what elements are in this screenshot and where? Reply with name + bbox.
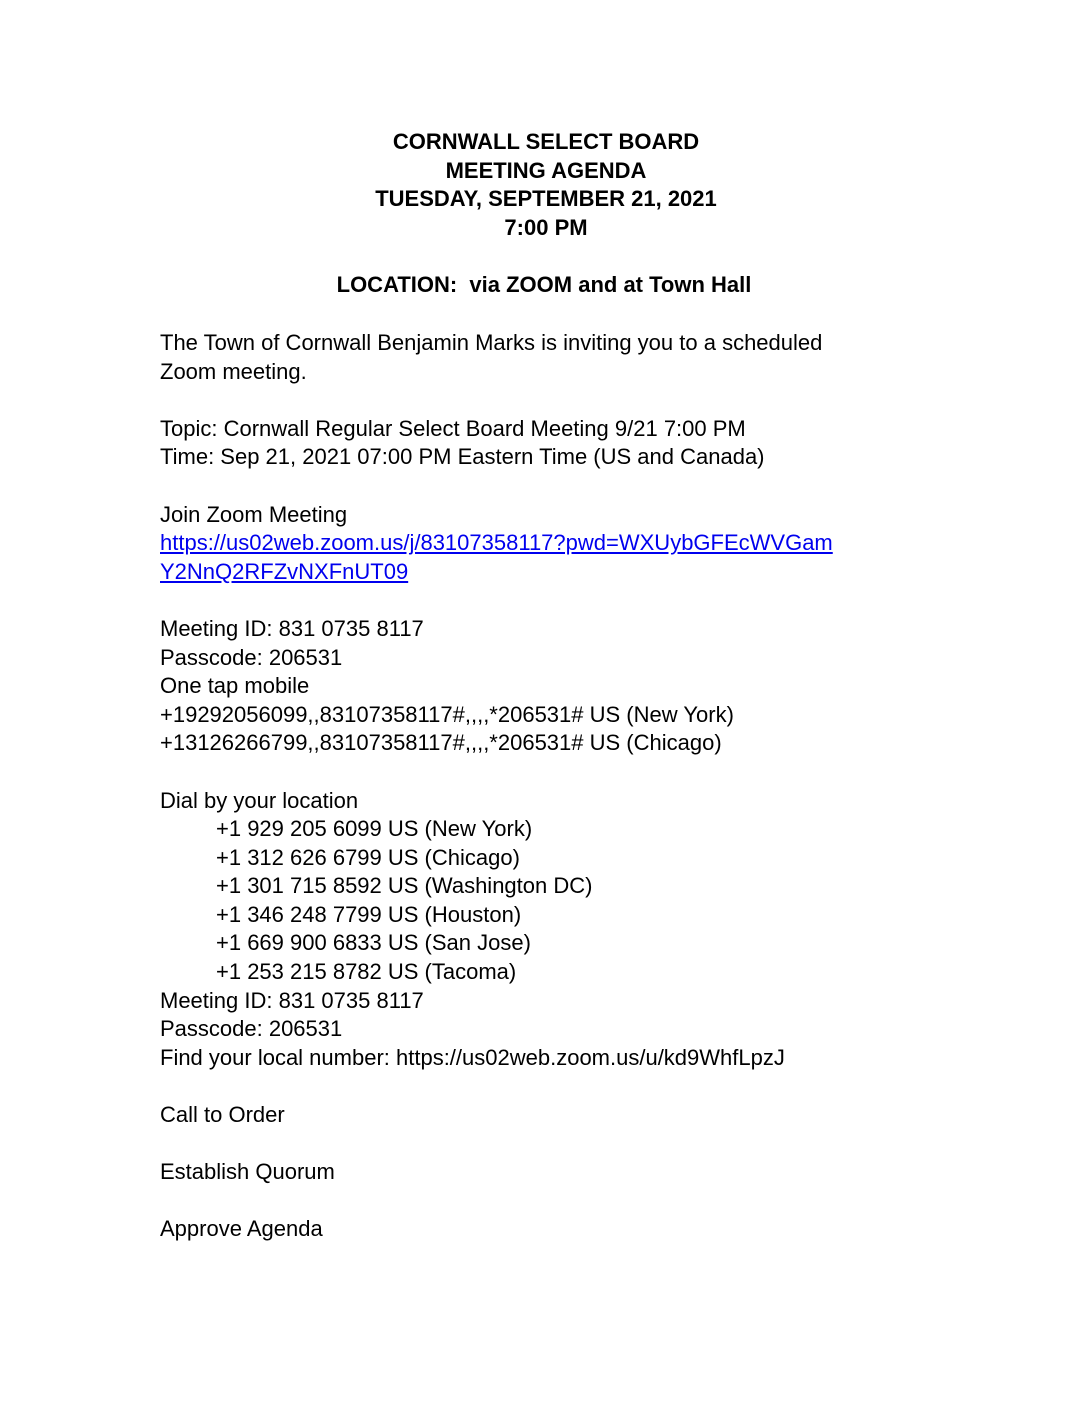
one-tap-label: One tap mobile — [160, 673, 310, 699]
find-local-number: Find your local number: https://us02web.zoom.us/u/kd9WhfLpzJ — [160, 1044, 785, 1070]
one-tap-number: +19292056099,,83107358117#,,,,*206531# US (New York) — [160, 701, 734, 727]
invite-line-1: The Town of Cornwall Benjamin Marks is inviting you to a scheduled — [160, 330, 823, 355]
one-tap-number: +13126266799,,83107358117#,,,,*206531# US (Chicago) — [160, 730, 722, 756]
agenda-item-approve-agenda: Approve Agenda — [160, 1216, 323, 1242]
header-board-name: CORNWALL SELECT BOARD — [392, 129, 700, 154]
zoom-join-link-continued[interactable] — [160, 558, 940, 587]
header-time: 7:00 PM — [504, 214, 588, 240]
dial-passcode: Passcode: 206531 — [160, 1016, 343, 1042]
dial-number: +1 301 715 8592 US (Washington DC) — [216, 873, 593, 899]
invite-paragraph — [160, 329, 940, 386]
header-date: TUESDAY, SEPTEMBER 21, 2021 — [375, 186, 717, 211]
dial-number: +1 312 626 6799 US (Chicago) — [216, 844, 520, 870]
agenda-header — [0, 128, 1088, 242]
agenda-item-establish-quorum: Establish Quorum — [160, 1159, 335, 1185]
dial-label: Dial by your location — [160, 787, 359, 813]
topic-paragraph — [160, 415, 940, 472]
dial-number: +1 346 248 7799 US (Houston) — [216, 901, 522, 927]
agenda-item — [160, 1215, 940, 1244]
invite-line-2: Zoom meeting. — [160, 358, 307, 384]
document-body — [160, 329, 940, 1244]
agenda-item — [160, 1158, 940, 1187]
dial-paragraph — [160, 787, 940, 1073]
meeting-id: Meeting ID: 831 0735 8117 — [160, 615, 424, 641]
passcode: Passcode: 206531 — [160, 644, 343, 670]
join-paragraph — [160, 501, 940, 587]
zoom-join-link[interactable] — [160, 529, 940, 558]
dial-number: +1 929 205 6099 US (New York) — [216, 816, 533, 842]
meeting-time: Time: Sep 21, 2021 07:00 PM Eastern Time (US and Canada) — [160, 444, 765, 470]
dial-number: +1 253 215 8782 US (Tacoma) — [216, 959, 517, 985]
zoom-join-link-line-1: https://us02web.zoom.us/j/83107358117?pwd=WXUybGFEcWVGam — [160, 530, 833, 556]
agenda-item-call-to-order: Call to Order — [160, 1102, 285, 1128]
dial-meeting-id: Meeting ID: 831 0735 8117 — [160, 987, 424, 1013]
header-doc-type: MEETING AGENDA — [445, 157, 647, 183]
meeting-topic: Topic: Cornwall Regular Select Board Meeting 9/21 7:00 PM — [160, 415, 746, 441]
agenda-item — [160, 1101, 940, 1130]
meeting-location: LOCATION: via ZOOM and at Town Hall — [336, 272, 752, 297]
zoom-join-link-line-2: Y2NnQ2RFZvNXFnUT09 — [160, 558, 409, 584]
meeting-info-paragraph — [160, 615, 940, 758]
dial-number: +1 669 900 6833 US (San Jose) — [216, 930, 531, 956]
join-label: Join Zoom Meeting — [160, 501, 348, 527]
